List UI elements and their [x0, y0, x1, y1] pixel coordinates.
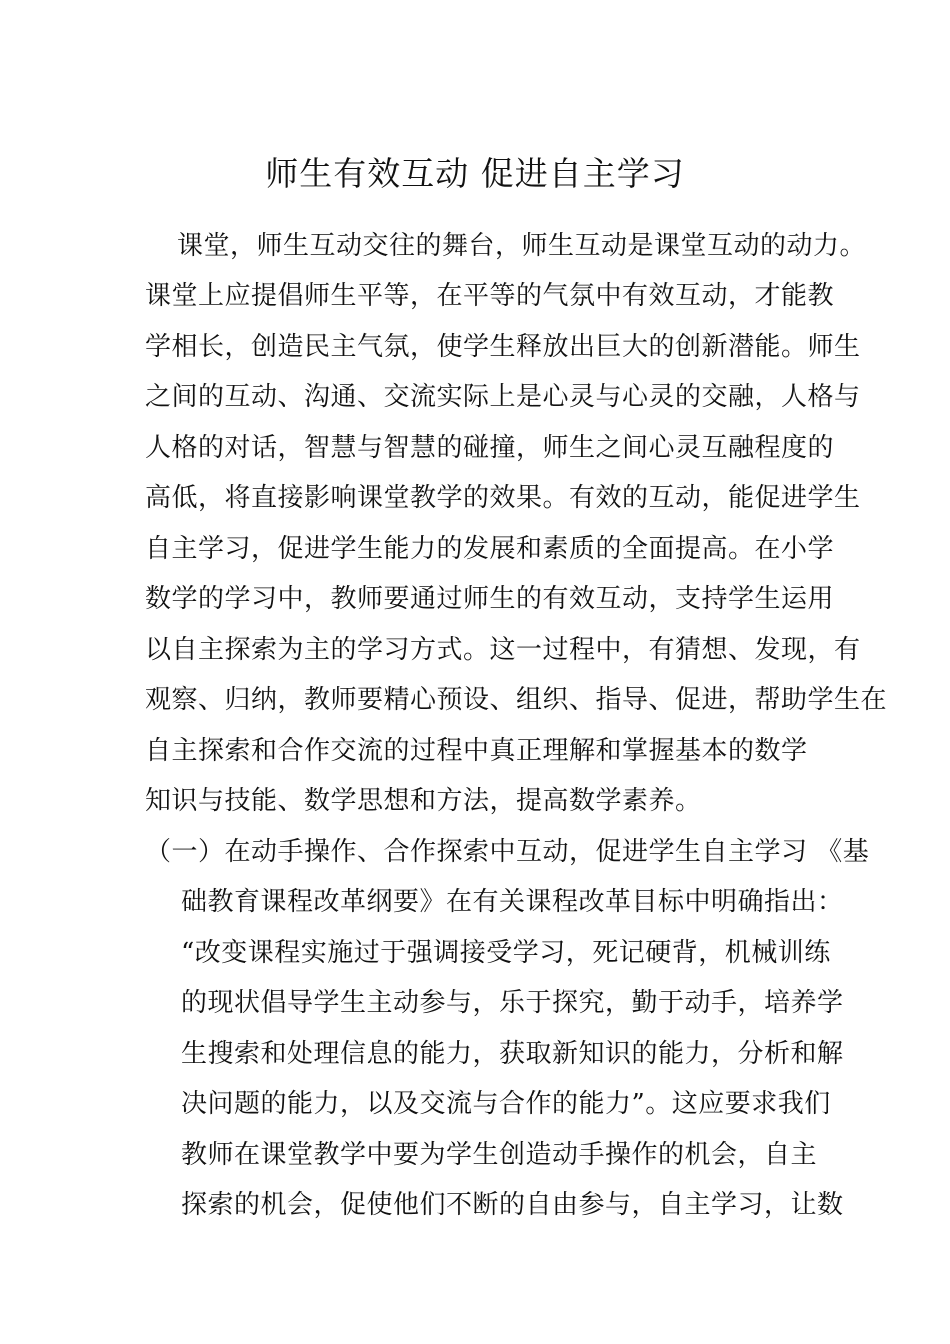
text-line: 探索的机会，促使他们不断的自由参与，自主学习，让数 — [181, 1190, 844, 1220]
text-line: 观察、归纳，教师要精心预设、组织、指导、促进，帮助学生在 — [145, 685, 888, 715]
text-line: 决问题的能力，以及交流与合作的能力”。这应要求我们 — [181, 1089, 831, 1119]
text-line: 之间的互动、沟通、交流实际上是心灵与心灵的交融，人格与 — [145, 382, 861, 412]
text-line: 学相长，创造民主气氛，使学生释放出巨大的创新潜能。师生 — [145, 332, 861, 362]
text-line: 自主探索和合作交流的过程中真正理解和掌握基本的数学 — [145, 736, 808, 766]
text-line: 础教育课程改革纲要》在有关课程改革目标中明确指出： — [181, 887, 844, 917]
text-line: 数学的学习中，教师要通过师生的有效互动，支持学生运用 — [145, 584, 835, 614]
document-title: 师生有效互动 促进自主学习 — [265, 154, 685, 193]
text-line: 知识与技能、数学思想和方法，提高数学素养。 — [145, 786, 702, 816]
text-line: 以自主探索为主的学习方式。这一过程中，有猜想、发现，有 — [145, 635, 861, 665]
text-line: 自主学习，促进学生能力的发展和素质的全面提高。在小学 — [145, 534, 835, 564]
text-line: “改变课程实施过于强调接受学习，死记硬背，机械训练 — [181, 938, 831, 968]
text-line: 教师在课堂教学中要为学生创造动手操作的机会，自主 — [181, 1140, 818, 1170]
text-line: 生搜索和处理信息的能力，获取新知识的能力，分析和解 — [181, 1039, 844, 1069]
text-line: 人格的对话，智慧与智慧的碰撞，师生之间心灵互融程度的 — [145, 433, 835, 463]
section-heading-line: （一）在动手操作、合作探索中互动，促进学生自主学习 《基 — [145, 837, 870, 867]
text-line: 课堂上应提倡师生平等，在平等的气氛中有效互动，才能教 — [145, 281, 835, 311]
text-line: 的现状倡导学生主动参与，乐于探究，勤于动手，培养学 — [181, 988, 844, 1018]
text-line: 课堂，师生互动交往的舞台，师生互动是课堂互动的动力。 — [177, 231, 867, 261]
text-line: 高低，将直接影响课堂教学的效果。有效的互动，能促进学生 — [145, 483, 861, 513]
